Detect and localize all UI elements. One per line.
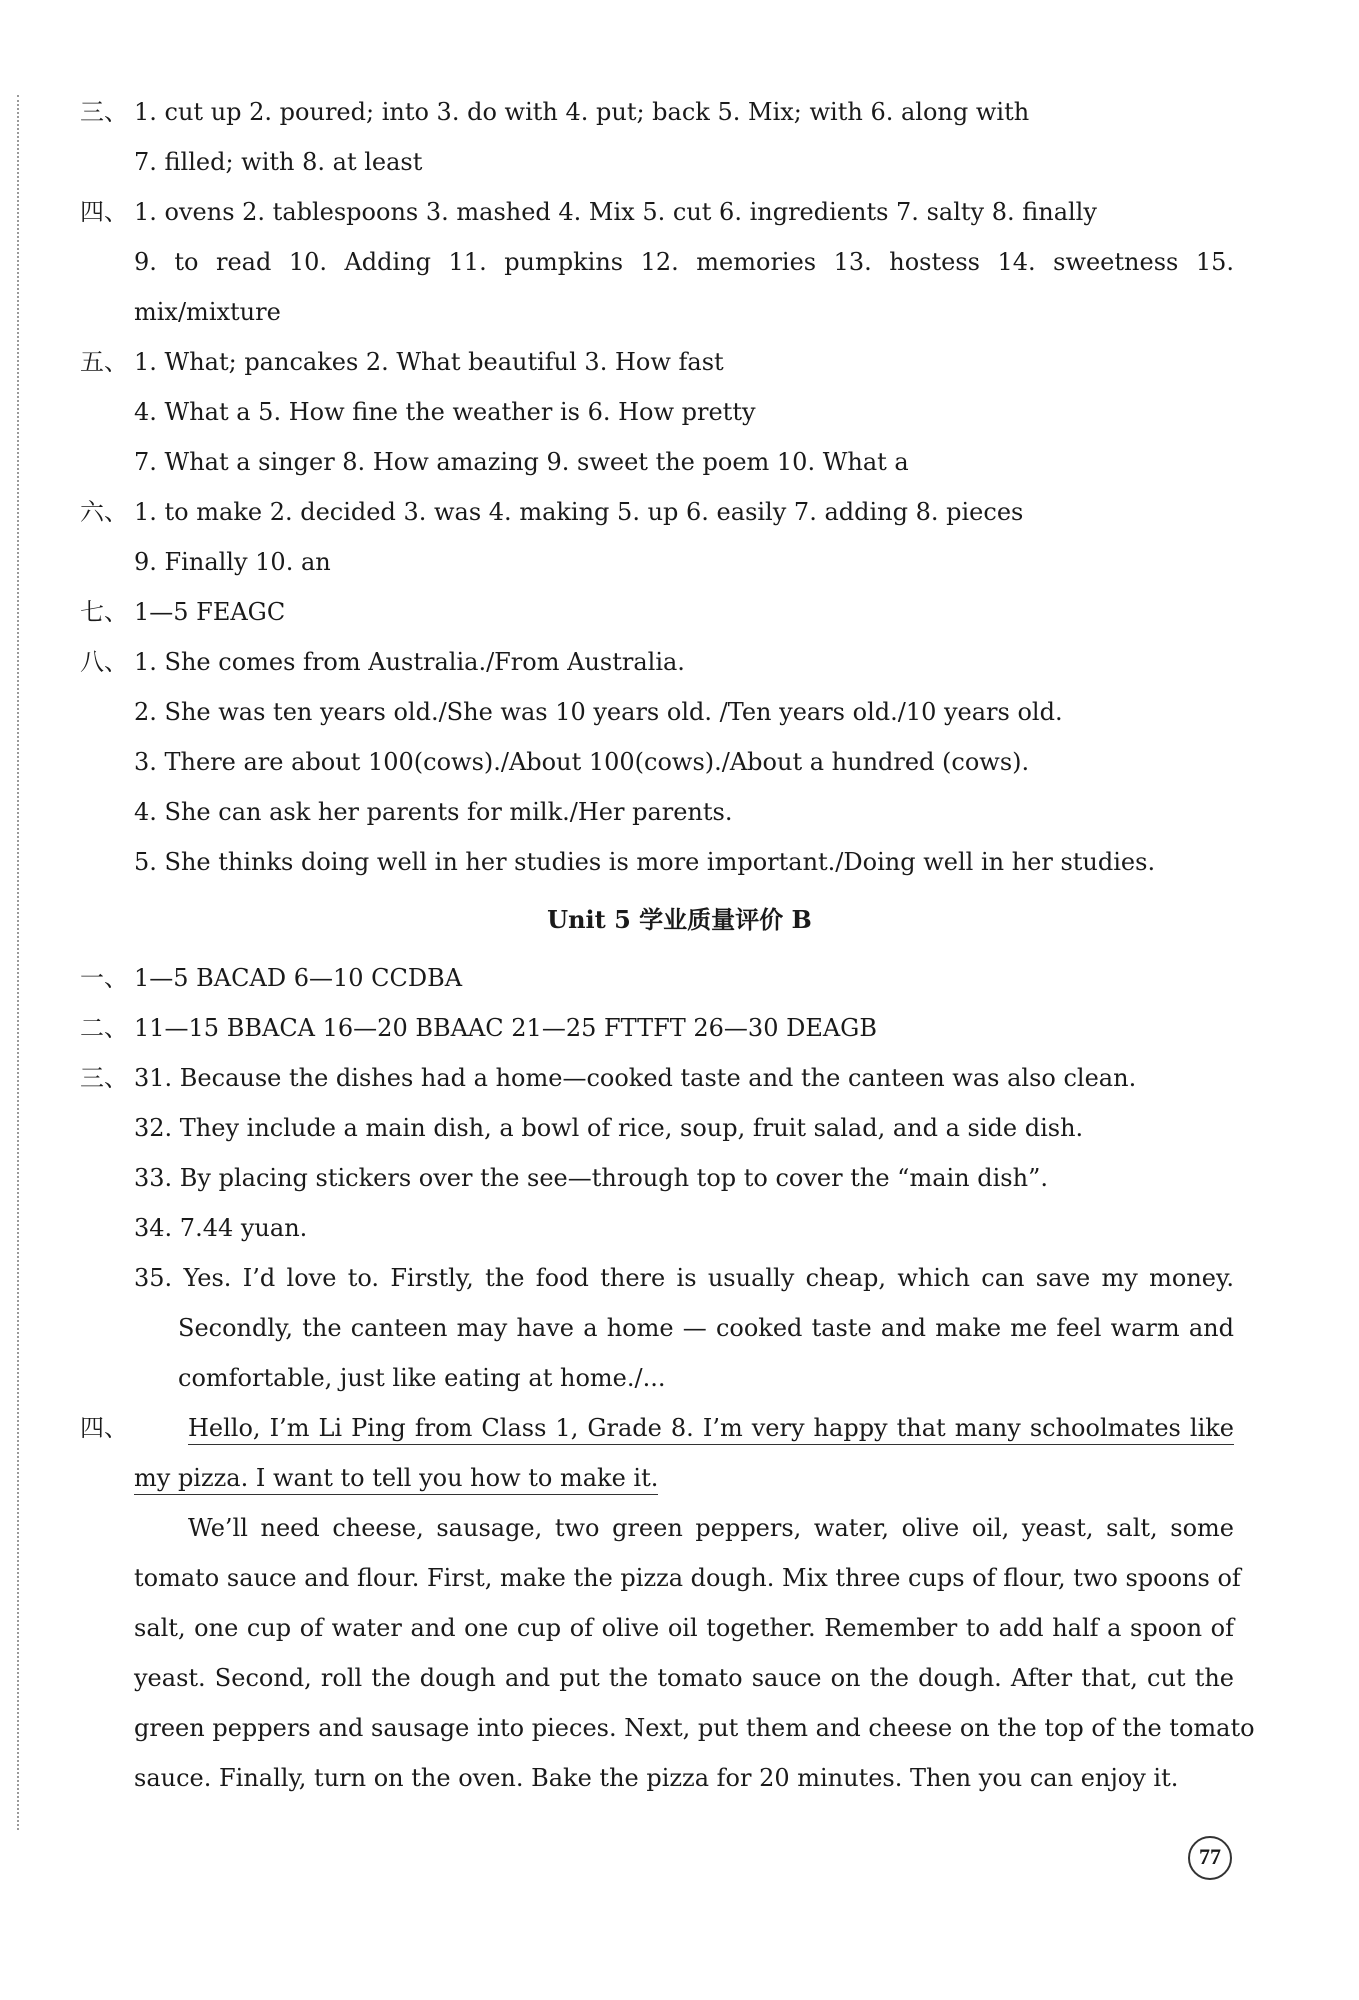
section-number: 三、 — [80, 1064, 128, 1092]
answer-line: 1. to make 2. decided 3. was 4. making 5. up 6. easily 7. adding 8. pieces — [134, 498, 1024, 526]
underlined-text: Hello, I’m Li Ping from Class 1, Grade 8. I’m very happy that many schoolmates like — [188, 1414, 1234, 1445]
section-number: 一、 — [80, 964, 128, 992]
answer-line: 5. She thinks doing well in her studies is more important./Doing well in her studies. — [134, 848, 1156, 876]
paragraph-line: tomato sauce and flour. First, make the pizza dough. Mix three cups of flour, two spoons of — [134, 1564, 1241, 1592]
answer-line: 31. Because the dishes had a home—cooked taste and the canteen was also clean. — [134, 1064, 1137, 1092]
answer-line: 34. 7.44 yuan. — [134, 1214, 308, 1242]
section-number: 四、 — [80, 198, 128, 226]
answer-line: 3. There are about 100(cows)./About 100(cows)./About a hundred (cows). — [134, 748, 1030, 776]
answer-line: 7. What a singer 8. How amazing 9. sweet the poem 10. What a — [134, 448, 909, 476]
answer-line: 1—5 FEAGC — [134, 598, 286, 626]
paragraph-line: green peppers and sausage into pieces. Next, put them and cheese on the top of the tomato — [134, 1714, 1255, 1742]
answer-line: 4. What a 5. How fine the weather is 6. How pretty — [134, 398, 756, 426]
answer-line: mix/mixture — [134, 298, 281, 326]
answer-line: 9. to read 10. Adding 11. pumpkins 12. memories 13. hostess 14. sweetness 15. — [134, 248, 1234, 276]
paragraph-line: salt, one cup of water and one cup of olive oil together. Remember to add half a spoon of — [134, 1614, 1234, 1642]
answer-line: 9. Finally 10. an — [134, 548, 331, 576]
answer-line: 1—5 BACAD 6—10 CCDBA — [134, 964, 463, 992]
answer-line: 1. ovens 2. tablespoons 3. mashed 4. Mix 5. cut 6. ingredients 7. salty 8. finally — [134, 198, 1097, 226]
underlined-text: my pizza. I want to tell you how to make it. — [134, 1464, 658, 1495]
margin-dotted-rule — [17, 95, 19, 1830]
answer-line: 2. She was ten years old./She was 10 years old. /Ten years old./10 years old. — [134, 698, 1063, 726]
answer-line: 1. She comes from Australia./From Australia. — [134, 648, 685, 676]
paragraph-line: sauce. Finally, turn on the oven. Bake the pizza for 20 minutes. Then you can enjoy it. — [134, 1764, 1179, 1792]
answer-line: 4. She can ask her parents for milk./Her parents. — [134, 798, 733, 826]
section-number: 六、 — [80, 498, 128, 526]
section-number: 二、 — [80, 1014, 128, 1042]
answer-line: 7. filled; with 8. at least — [134, 148, 423, 176]
answer-line: Secondly, the canteen may have a home — cooked taste and make me feel warm and — [178, 1314, 1234, 1342]
section-number: 七、 — [80, 598, 128, 626]
answer-line: comfortable, just like eating at home./... — [178, 1364, 666, 1392]
answer-line: 32. They include a main dish, a bowl of rice, soup, fruit salad, and a side dish. — [134, 1114, 1084, 1142]
answer-line: 11—15 BBACA 16—20 BBAAC 21—25 FTTFT 26—30 DEAGB — [134, 1014, 877, 1042]
answer-line: 33. By placing stickers over the see—through top to cover the “main dish”. — [134, 1164, 1048, 1192]
underlined-opening-line — [134, 1462, 658, 1494]
unit-title: Unit 5 学业质量评价 B — [547, 905, 812, 934]
section-number: 四、 — [80, 1414, 128, 1442]
section-number: 八、 — [80, 648, 128, 676]
underlined-opening-line — [188, 1412, 1234, 1444]
page-number-badge: 77 — [1188, 1836, 1232, 1880]
answer-line: 35. Yes. I’d love to. Firstly, the food there is usually cheap, which can save my money. — [134, 1264, 1234, 1292]
answer-line: 1. cut up 2. poured; into 3. do with 4. put; back 5. Mix; with 6. along with — [134, 98, 1030, 126]
paragraph-line: yeast. Second, roll the dough and put the tomato sauce on the dough. After that, cut the — [134, 1664, 1234, 1692]
answer-line: 1. What; pancakes 2. What beautiful 3. How fast — [134, 348, 724, 376]
section-number: 五、 — [80, 348, 128, 376]
paragraph-line: We’ll need cheese, sausage, two green peppers, water, olive oil, yeast, salt, some — [188, 1514, 1234, 1542]
section-number: 三、 — [80, 98, 128, 126]
